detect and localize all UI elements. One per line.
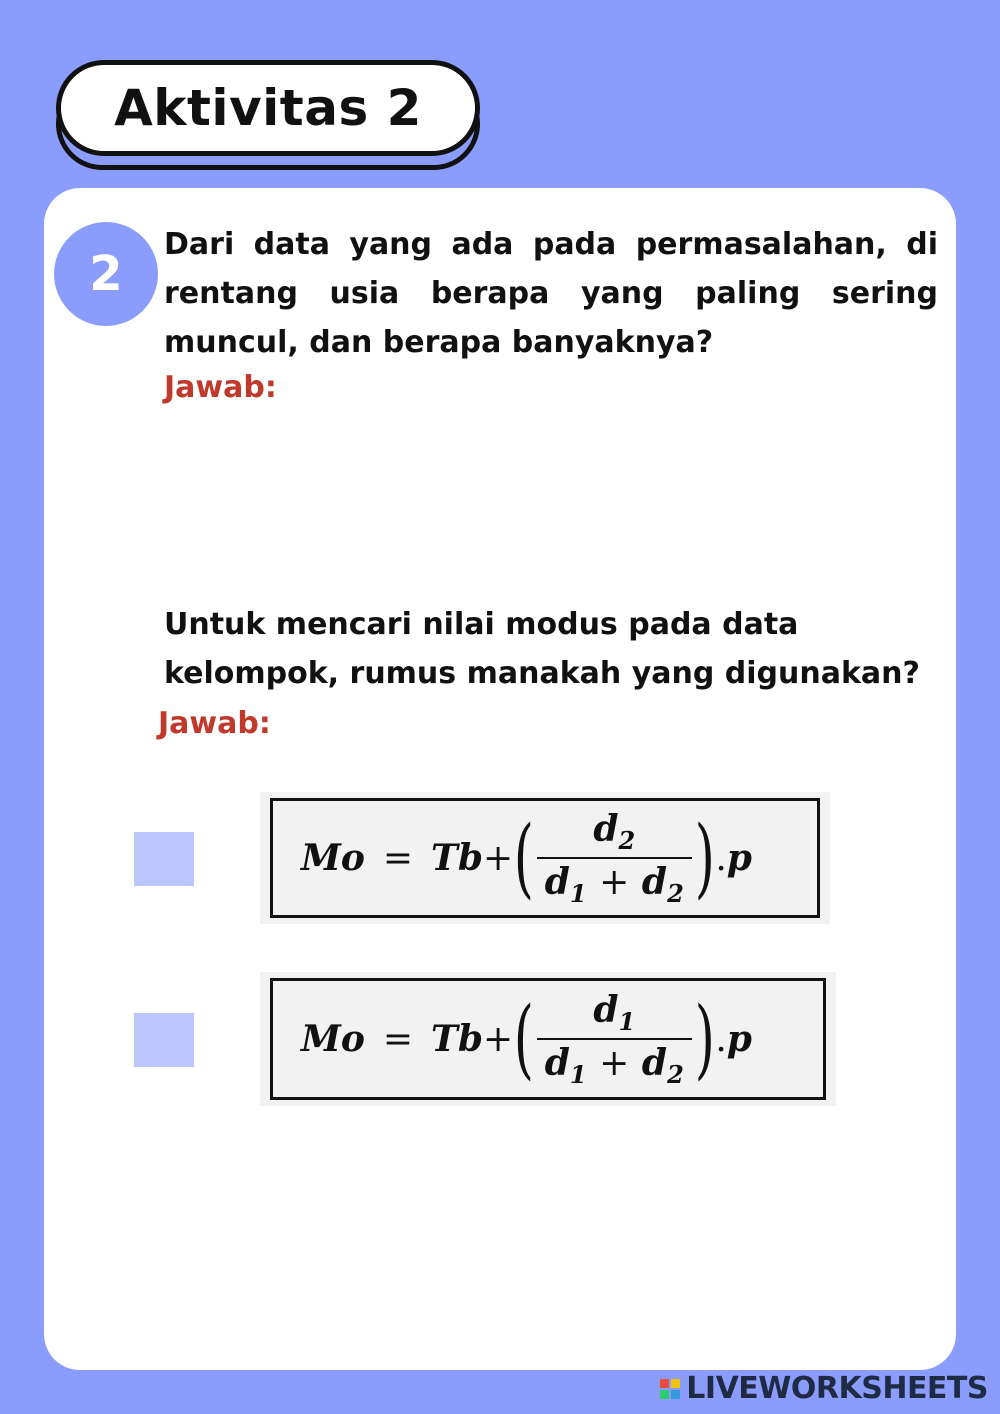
formula-dot: .	[715, 837, 727, 879]
formula-fraction	[537, 989, 692, 1089]
option-2-checkbox[interactable]	[134, 1013, 194, 1067]
formula-p: p	[726, 837, 752, 879]
question-1-text: Dari data yang ada pada permasalahan, di rentang usia berapa yang paling sering muncul, dan berapa banyaknya?	[164, 227, 938, 360]
formula-equals: =	[382, 1018, 414, 1060]
formula-plus: +	[483, 1018, 514, 1060]
option-1-checkbox[interactable]	[134, 832, 194, 886]
formula-equals: =	[382, 837, 414, 879]
option-2-formula-card[interactable]	[260, 972, 836, 1106]
option-1-formula-box	[270, 798, 820, 918]
formula-mo: Mo	[301, 837, 365, 879]
watermark-text: LIVEWORKSHEETS	[686, 1371, 988, 1406]
question-number-badge	[54, 222, 158, 326]
page-title: Aktivitas 2	[114, 79, 422, 137]
formula-fraction	[537, 808, 692, 908]
option-1-formula	[301, 801, 752, 915]
question-number: 2	[89, 246, 123, 302]
formula-tb: Tb	[431, 1018, 484, 1060]
liveworksheets-watermark	[660, 1371, 988, 1406]
formula-tb: Tb	[431, 837, 484, 879]
question-2-answer-label: Jawab:	[158, 706, 271, 741]
fraction-denominator: $d_1 + d_2$	[537, 1038, 692, 1089]
title-pill	[56, 60, 480, 156]
fraction-numerator: $d_1$	[593, 988, 636, 1036]
liveworksheets-logo-icon	[660, 1379, 680, 1399]
formula-open-paren: (	[513, 808, 535, 908]
fraction-numerator: $d_2$	[593, 807, 636, 855]
formula-close-paren: )	[694, 808, 715, 908]
question-2-text: Untuk mencari nilai modus pada data kelompok, rumus manakah yang digunakan?	[164, 607, 920, 691]
formula-plus: +	[483, 837, 514, 879]
formula-close-paren: )	[694, 989, 715, 1089]
option-2-formula	[301, 981, 752, 1097]
formula-open-paren: (	[513, 989, 535, 1089]
formula-p: p	[726, 1018, 752, 1060]
option-1-formula-card[interactable]	[260, 792, 830, 924]
formula-dot: .	[715, 1018, 727, 1060]
question-1-answer-label: Jawab:	[164, 370, 277, 405]
fraction-denominator: $d_1 + d_2$	[537, 857, 692, 908]
formula-mo: Mo	[301, 1018, 365, 1060]
option-2-formula-box	[270, 978, 826, 1100]
